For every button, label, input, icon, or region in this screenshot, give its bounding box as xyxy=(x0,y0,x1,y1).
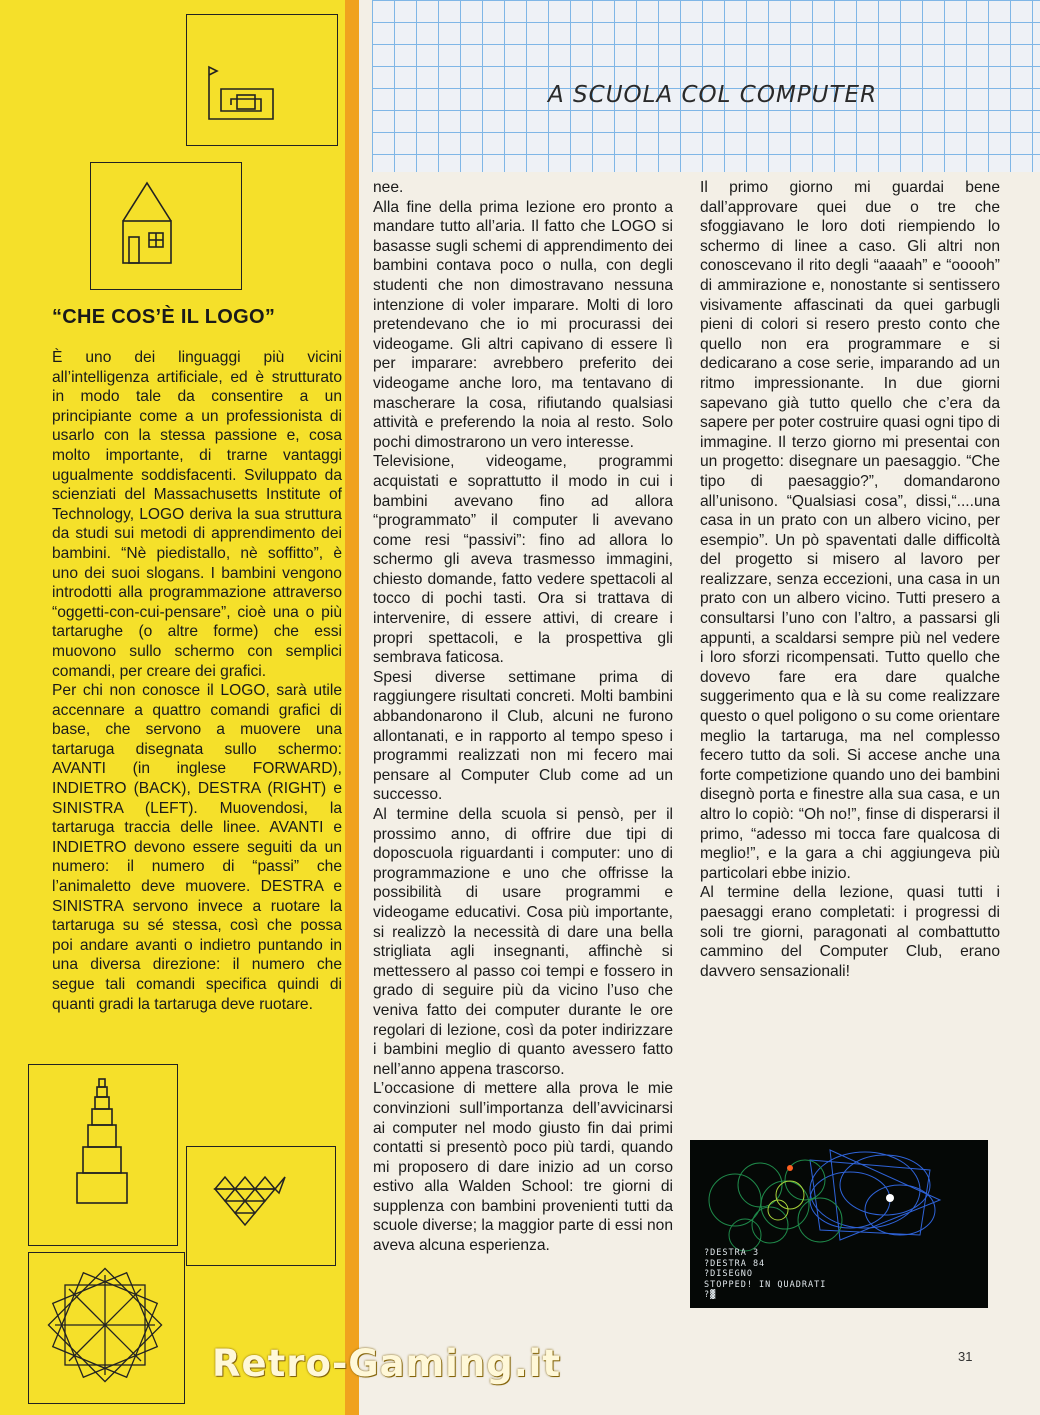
house-drawing xyxy=(90,162,242,290)
square-spiral-icon xyxy=(187,15,337,145)
paragraph: Il primo giorno mi guardai bene dall’approvare quei due o tre che sfoggiavano le loro doti riempiendo lo schermo di linee a caso. Gli altri non conoscevano il rito degli “aaaah” e “ooooh” di ammirazione e, nonostante si sentissero visivamente affascinati da quei garbugli pieni di colori si resero presto conto che quello non era programmare e si dedicarano a cose serie, imparando ad un ritmo impressionante. In due giorni sapevano già tutto quello che c’era da sapere per poter costruire quasi ogni tipo di immagine. Il terzo giorno mi presentai con un progetto: disegnare un paesaggio. “Che tipo di paesaggio?”, domandarono all’unisono. “Qualsiasi cosa”, dissi,“....una casa in un prato con un albero vicino, per esempio”. Un pò spaventati dalle difficoltà del progetto si misero al lavoro per realizzare, senza eccezioni, una casa in un prato con un albero vicino. Tutti presero a consultarsi l’uno con l’altro, a passarsi gli appunti, a scaldarsi sempre più nel vedere i loro sforzi ricompensati. Tutto quello che dovevo fare era dare qualche suggerimento qua e là su come realizzare questo o quel poligono o su come orientare meglio la tartaruga, ma nel complesso fecero tutto da soli. Si accese anche una forte competizione quando uno dei bambini disegnò porta e finestre alla sua casa, e un altro lo copiò: “Oh no!”, finse di disperarsi il primo, “adesso mi tocca fare qualcosa di meglio!”, e la gara a chi aggiungeva più particolari ebbe inizio. xyxy=(700,179,1000,882)
paragraph: Al termine della scuola si pensò, per il prossimo anno, di offrire due tipi di doposcuola riguardanti i computer: uno di programmazione e uno che offrisse la possibilità di usare programmi e videogame educativi. Cosa più importante, si realizzò la necessità di dare una bella strigliata agli insegnanti, affinchè si mettessero al passo coi tempi e fossero in grado di seguire più da vicino l’uso che veniva fatto dei computer durante le ore regolari di lezione, così da poter indirizzare i bambini meglio di quanto avessero fatto nell’anno appena trascorso. xyxy=(373,806,673,1078)
paragraph: L’occasione di mettere alla prova le mie convinzioni sull’importanza dell’avvicinarsi ai computer nel modo giusto fin dai primi contatti si presentò poco più tardi, quando mi proposero di dare inizio ad un corso estivo alla Walden School: tre giorni di supplenza con bambini provenienti tutti da scuole diverse; la maggior parte di essi non aveva alcuna esperienza. xyxy=(373,1080,673,1255)
screen-text xyxy=(704,1248,826,1301)
screen-line: ?▓ xyxy=(704,1290,717,1300)
paragraph: Alla fine della prima lezione ero pronto a mandare tutto all’aria. Il fatto che LOGO si basasse sugli schemi di apprendimento dei bambini contava poco o nulla, con degli studenti che non dimostravano nessuna intenzione di voler imparare. Molti di loro pretendevano che io mi procurassi dei videogame. Gli altri capivano di essere lì per imparare: avrebbero preferito dei videogame anche loro, ma tentavano di mascherare la cosa, rifiutando qualsiasi attività e preferendo la noia al resto. Solo pochi dimostrarono un vero interesse. xyxy=(373,198,673,451)
paragraph: È uno dei linguaggi più vicini all’intelligenza artificiale, ed è strutturato in modo tale da consentire a un principiante come a un professionista di usarlo con la stessa passione e, cosa molto importante, di trarne vantaggi ugualmente soddisfacenti. Sviluppato da scienziati del Massachusetts Institute of Technology, LOGO deriva la sua struttura da studi sui metodi di apprendimento dei bambini. “Nè piedistallo, nè soffitto”, è uno dei suoi slogans. I bambini vengono introdotti alla programmazione attraverso “oggetti-con-cui-pensare”, cioè una o più tartarughe (o altre forme) che essi muovono sullo schermo con semplici comandi, per creare dei grafici. xyxy=(52,349,342,680)
article-column-3 xyxy=(700,178,1000,981)
paragraph: Per chi non conosce il LOGO, sarà utile accennare a quattro comandi grafici di base, che servono a muovere una tartaruga disegnata sullo schermo: AVANTI (in inglese FORWARD), INDIETRO (BACK), DESTRA (RIGHT) e SINISTRA (LEFT). Muovendosi, la tartaruga traccia delle linee. AVANTI e INDIETRO devono essere seguiti da un numero: il numero di “passi” che l’animaletto deve muovere. DESTRA e SINISTRA servono invece a ruotare la tartaruga su sé stessa, così che possa poi andare avanti o indietro puntando in una diversa direzione: il numero che segue tali comandi specifica quindi di quanti gradi la tartaruga deve ruotare. xyxy=(52,682,342,1013)
screen-line: ?DESTRA 3 xyxy=(704,1248,760,1258)
paragraph: Spesi diverse settimane prima di raggiungere risultati concreti. Molti bambini abbandonarono il Club, alcuni ne furono allontanati, e in rapporto al tempo speso i programmi realizzati non mi fecero mai pensare al Computer Club come ad un successo. xyxy=(373,668,673,804)
section-title: “CHE COS’È IL LOGO” xyxy=(52,306,276,328)
spiral-drawing xyxy=(186,14,338,146)
screen-line: ?DESTRA 84 xyxy=(704,1258,766,1269)
triangles-drawing xyxy=(186,1146,336,1266)
tower-drawing xyxy=(28,1064,178,1246)
watermark: Retro-Gaming.it xyxy=(212,1342,562,1385)
paragraph: Televisione, videogame, programmi acquistati e soprattutto il modo in cui i bambini avevano fino ad allora “programmato” il computer li avevano come resi “passivi”: fino ad allora lo schermo gli aveva trasmesso immagini, chiesto domande, fatto vedere spettacoli al tocco di pochi tasti. Ora si trattava di intervenire, di essere attivi, di creare i propri spettacoli, e la prospettiva gli sembrava faticosa. xyxy=(373,453,673,667)
paragraph: nee. xyxy=(373,179,404,196)
header-title: A SCUOLA COL COMPUTER xyxy=(548,82,878,108)
tower-icon xyxy=(29,1065,177,1245)
house-icon xyxy=(91,163,241,289)
screen-line: ?DISEGNO xyxy=(704,1269,753,1279)
screen-line: STOPPED! IN QUADRATI xyxy=(704,1279,827,1290)
rosette-icon xyxy=(29,1253,184,1403)
rosette-drawing xyxy=(28,1252,185,1404)
triangle-pattern-icon xyxy=(187,1147,335,1265)
computer-screen-photo xyxy=(690,1140,988,1308)
article-column-2 xyxy=(373,178,673,1256)
paragraph: Al termine della lezione, quasi tutti i paesaggi erano completati: i progressi di soli tre giorni, paragonati al combattutto cammino del Computer Club, erano davvero sensazionali! xyxy=(700,884,1000,980)
sidebar-edge xyxy=(345,0,359,1415)
sidebar-text xyxy=(52,348,342,1014)
page-number: 31 xyxy=(958,1349,973,1364)
